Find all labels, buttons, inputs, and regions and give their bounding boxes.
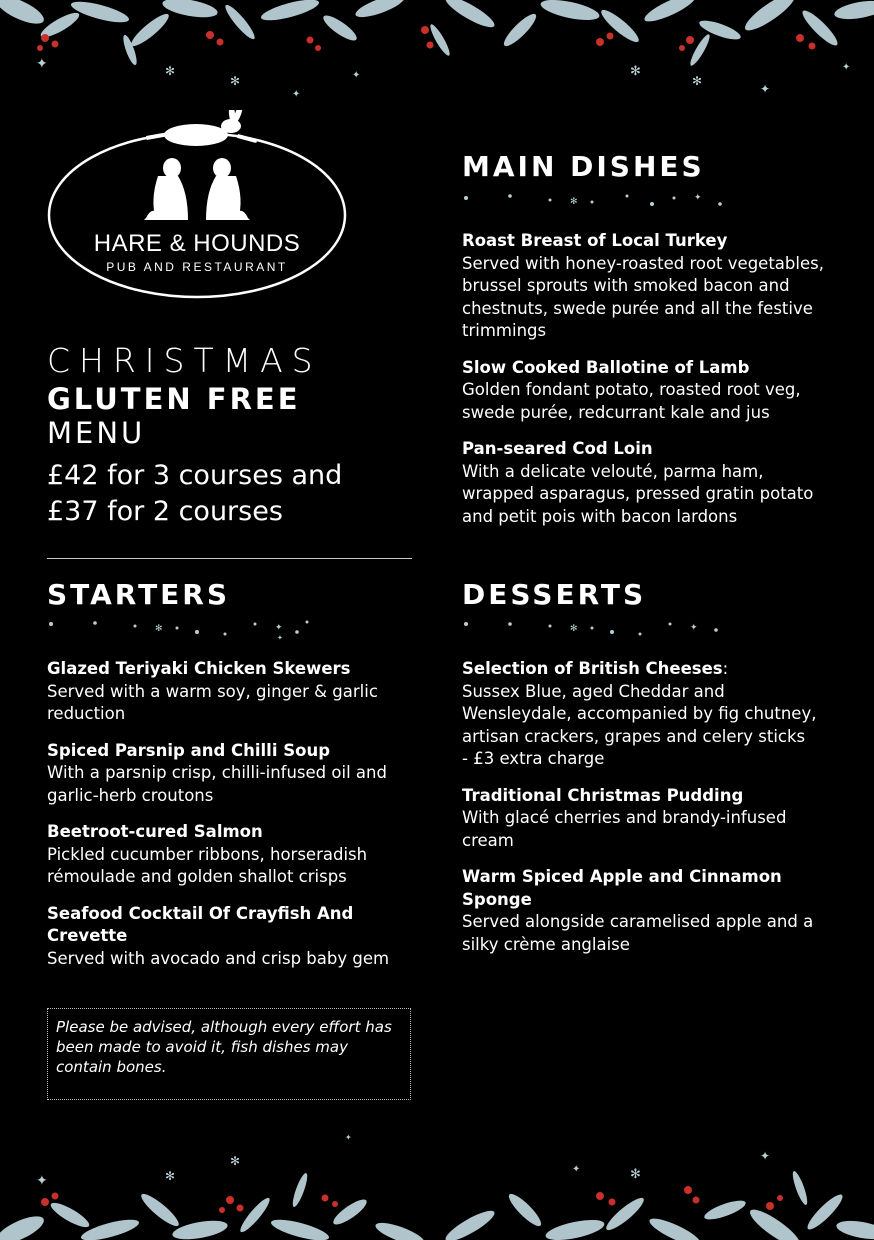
dish-description: With a delicate velouté, parma ham, wrapped asparagus, pressed gratin potato and petit pois with bacon lardons bbox=[462, 461, 814, 526]
leaping-hare-icon bbox=[146, 110, 257, 146]
svg-text:✻: ✻ bbox=[692, 74, 703, 88]
svg-text:✻: ✻ bbox=[630, 1167, 641, 1182]
dish-name: Roast Breast of Local Turkey bbox=[462, 231, 728, 250]
dish-description: With glacé cherries and brandy-infused cream bbox=[462, 808, 787, 850]
svg-text:✻: ✻ bbox=[165, 64, 176, 78]
svg-text:✦: ✦ bbox=[690, 623, 698, 633]
main-dishes-section bbox=[462, 150, 827, 542]
svg-text:✻: ✻ bbox=[570, 197, 578, 207]
dish-name: Selection of British Cheeses: bbox=[462, 659, 729, 678]
dish-name: Beetroot-cured Salmon bbox=[47, 822, 263, 841]
bottom-foliage-decoration bbox=[0, 1130, 874, 1240]
dish-description: Served alongside caramelised apple and a silky crème anglaise bbox=[462, 912, 814, 954]
divider bbox=[47, 558, 412, 559]
allergen-notice: Please be advised, although every effort has been made to avoid it, fish dishes may contain bones. bbox=[47, 1008, 411, 1100]
logo-tagline: PUB AND RESTAURANT bbox=[106, 260, 288, 274]
dish-description: Sussex Blue, aged Cheddar and Wensleydale, accompanied by fig chutney, artisan crackers, grapes and celery sticks bbox=[462, 681, 817, 746]
hound-icon bbox=[144, 158, 188, 220]
hound-icon bbox=[206, 158, 250, 220]
svg-text:✦: ✦ bbox=[352, 70, 361, 81]
starters-heading: STARTERS bbox=[47, 578, 231, 611]
starters-section bbox=[47, 578, 417, 984]
dessert-item bbox=[462, 866, 827, 956]
main-dishes-heading: MAIN DISHES bbox=[462, 150, 705, 183]
title-gluten-free: GLUTEN FREE bbox=[47, 382, 301, 416]
desserts-section bbox=[462, 578, 827, 970]
svg-text:✦: ✦ bbox=[572, 1164, 581, 1175]
hare-and-hounds-logo bbox=[46, 110, 348, 300]
dish-description: Golden fondant potato, roasted root veg, swede purée, redcurrant kale and jus bbox=[462, 380, 801, 422]
svg-text:✦: ✦ bbox=[36, 56, 48, 72]
main-dish-item bbox=[462, 438, 827, 528]
svg-text:✦: ✦ bbox=[760, 1149, 771, 1163]
svg-text:✦: ✦ bbox=[694, 193, 702, 203]
title-menu: MENU bbox=[47, 416, 146, 450]
svg-text:✦: ✦ bbox=[275, 623, 283, 633]
starter-item bbox=[47, 903, 417, 971]
dish-description: Served with a warm soy, ginger & garlic reduction bbox=[47, 681, 378, 723]
dish-name: Traditional Christmas Pudding bbox=[462, 785, 744, 805]
extra-charge: - £3 extra charge bbox=[462, 749, 605, 768]
svg-text:✻: ✻ bbox=[230, 1154, 241, 1168]
main-dish-item bbox=[462, 357, 827, 425]
dish-name: Glazed Teriyaki Chicken Skewers bbox=[47, 659, 351, 678]
dish-description: Pickled cucumber ribbons, horseradish rémoulade and golden shallot crisps bbox=[47, 844, 368, 886]
svg-text:✦: ✦ bbox=[345, 1133, 352, 1142]
svg-text:✦: ✦ bbox=[277, 634, 283, 640]
dish-description: Served with honey-roasted root vegetables, brussel sprouts with smoked bacon and chestnuts, swede purée and all the festive trimmings bbox=[462, 253, 824, 340]
starter-item bbox=[47, 821, 417, 889]
logo-name: HARE & HOUNDS bbox=[93, 230, 301, 257]
starry-divider-icon bbox=[47, 618, 317, 640]
dessert-item bbox=[462, 785, 827, 853]
dish-name: Spiced Parsnip and Chilli Soup bbox=[47, 740, 331, 760]
top-foliage-decoration bbox=[0, 0, 874, 110]
menu-intro bbox=[47, 340, 417, 530]
dish-name: Warm Spiced Apple and Cinnamon Sponge bbox=[462, 867, 782, 909]
title-christmas: CHRISTMAS bbox=[47, 341, 322, 380]
price-info bbox=[47, 458, 417, 530]
dish-description: Served with avocado and crisp baby gem bbox=[47, 948, 390, 968]
svg-text:✦: ✦ bbox=[760, 82, 771, 96]
svg-text:✻: ✻ bbox=[155, 624, 163, 634]
svg-text:✦: ✦ bbox=[36, 1173, 48, 1189]
price-three-courses: £42 for 3 courses and bbox=[47, 460, 343, 491]
dish-description: With a parsnip crisp, chilli-infused oil and garlic-herb croutons bbox=[47, 763, 387, 805]
svg-text:✦: ✦ bbox=[842, 62, 851, 73]
svg-text:✦: ✦ bbox=[292, 89, 301, 100]
svg-text:✻: ✻ bbox=[230, 74, 241, 88]
starter-item bbox=[47, 658, 417, 726]
starry-divider-icon bbox=[462, 190, 732, 212]
svg-text:✻: ✻ bbox=[165, 1169, 176, 1183]
main-dish-item bbox=[462, 230, 827, 343]
svg-text:✻: ✻ bbox=[570, 624, 578, 634]
starry-divider-icon bbox=[462, 618, 732, 640]
price-two-courses: £37 for 2 courses bbox=[47, 496, 283, 527]
dish-name: Pan-seared Cod Loin bbox=[462, 439, 653, 458]
svg-text:✻: ✻ bbox=[630, 64, 641, 79]
dish-name: Slow Cooked Ballotine of Lamb bbox=[462, 357, 750, 377]
dessert-item bbox=[462, 658, 827, 771]
starter-item bbox=[47, 740, 417, 808]
desserts-heading: DESSERTS bbox=[462, 578, 647, 611]
dish-name: Seafood Cocktail Of Crayfish And Crevette bbox=[47, 903, 354, 945]
